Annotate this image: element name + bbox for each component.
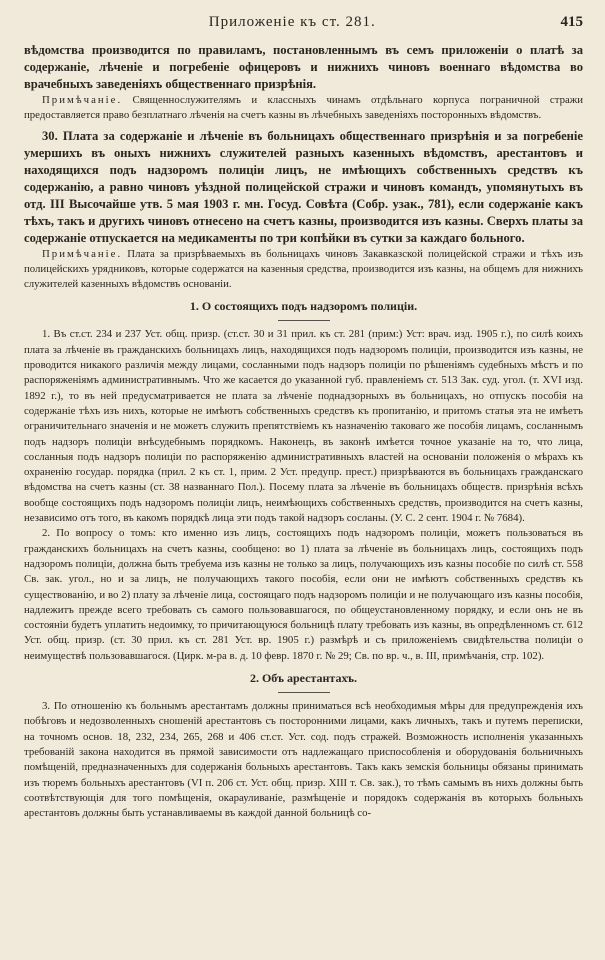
note-text-2: Плата за призрѣваемыхъ въ больницахъ чиновъ Закавказской полицейской стражи и тѣхъ изъ полицейскихъ урядниковъ, которые содержатся на казенныя средства, производится изъ казны, на общемъ для нижнихъ служителей казенныхъ вѣдомствъ основанiи. <box>24 247 583 291</box>
commentary-paragraph-2: 2. По вопросу о томъ: кто именно изъ лицъ, состоящихъ подъ надзоромъ полицiи, можетъ пользоваться въ гражданскихъ больницахъ на счетъ казны, сообщено: во 1) плата за лѣченiе въ больницахъ лицъ, состоящихъ подъ надзоромъ полицiи, должна быть требуема изъ казны не только за лицъ, получающихъ изъ казны пособiе по силѣ ст. 558 Св. зак. угол., но и за лицъ, не получающихъ такого пособiя, если они не имѣютъ собственныхъ средствъ къ существованiю, и во 2) плату за лѣченiе лица, состоящаго подъ надзоромъ полицiи и не получающаго изъ казны пособiя, надлежитъ прежде всего требовать съ самого пользовавшагося, по общеустановленному порядку, и если онъ не въ состоянiи будетъ уплатить недоимку, то причитающуюся больницѣ плату требовать изъ казны, въ опредѣленномъ ст. 612 Уст. общ. призр. (ст. 30 прил. къ ст. 281 Уст. вр. 1905 г.) размѣрѣ и съ приложенiемъ свидѣтельства полицiи о неимуществѣ пользовавшагося. (Цирк. м-ра в. д. 10 февр. 1870 г. № 29; Св. по вр. ч., в. III, примѣчанiя, стр. 102). <box>24 527 583 662</box>
note-paragraph-2 <box>24 247 583 293</box>
section-heading-2: 2. Объ арестантахъ. <box>249 671 358 686</box>
article-30-paragraph: 30. Плата за содержанiе и лѣченiе въ больницахъ общественнаго призрѣнiя и за погребенiе умершихъ въ оныхъ нижнихъ служителей разныхъ казенныхъ вѣдомствъ, арестантовъ и находящихся подъ надзоромъ полицiи лицъ, не имѣющихъ собственныхъ средствъ къ содержанiю, а равно чиновъ уѣздной полицейской стражи и чиновъ командъ, упомянутыхъ въ отд. III Высочайше утв. 5 мая 1903 г. мн. Госуд. Совѣта (Собр. узак., 781), если содержанiе какъ тѣхъ, такъ и другихъ чиновъ отнесено на счетъ казны, производится изъ казны. Сверхъ платы за содержанiе отпускается на медикаменты по три копѣйки въ сутки за каждаго больного. <box>24 128 583 245</box>
note-label-2: Примѣчанiе. <box>42 247 123 260</box>
note-label: Примѣчанiе. <box>42 94 123 106</box>
note-text: Священнослужителямъ и классныхъ чинамъ отдѣльнаго корпуса пограничной стражи предоставляется право безплатнаго лѣченiя на счетъ казны въ лѣчебныхъ заведенiяхъ посторонныхъ вѣдомствъ. <box>24 94 583 122</box>
page-number: 415 <box>560 14 583 30</box>
running-head <box>24 14 583 42</box>
section-divider-1 <box>278 320 330 321</box>
commentary-paragraph-3: 3. По отношенiю къ больнымъ арестантамъ должны приниматься всѣ необходимыя мѣры для предупрежденiя ихъ побѣговъ и недозволенныхъ сношенiй арестантовъ съ посторонними лицами, какъ личныхъ, такъ и путемъ переписки, на точномъ основ. 18, 232, 234, 265, 268 и 406 ст.ст. Уст. сод. подъ стражей. Возможность исполненiя указанныхъ требованiй закона находится въ прямой зависимости отъ надлежащаго приспособленiя и оборудованiя больничныхъ помѣщенiй, предназначенныхъ для содержанiя больныхъ арестантовъ. Такъ какъ земскiя больницы обязаны принимать изъ тюремъ больныхъ арестантовъ (VI п. 206 ст. Уст. общ. призр. XIII т. Св. зак.), то тѣмъ самымъ въ нихъ должны быть соотвѣтствующiя для того помѣщенiя, окарауливанiе, размѣщенiе и порядокъ содержанiя въ которыхъ больныхъ арестантовъ должны быть устанавливаемы въ каждой данной больницѣ со- <box>24 700 583 820</box>
section-divider-2 <box>278 692 330 693</box>
commentary-paragraph-1: 1. Въ ст.ст. 234 и 237 Уст. общ. призр. (ст.ст. 30 и 31 прил. къ ст. 281 (прим:) Уст: врач. изд. 1905 г.), по силѣ коихъ плата за лѣченiе въ гражданскихъ больницахъ лицъ, находящихся подъ надзоромъ полицiи, производится изъ казны, не проводится никакого различiя между лицами, сосланными подъ надзоръ полицiи по рѣшенiямъ судебныхъ мѣстъ и по распоряженiямъ административнымъ. Что же касается до указанной губ. правленiемъ ст. 513 Зак. суд. угол. (т. XVI изд. 1892 г.), то въ ней предусматривается не плата за лѣченiе поднадзорныхъ въ больницахъ, но отпускъ пособiя на содержанiе тѣхъ изъ нихъ, которые не имѣютъ собственныхъ средствъ къ пропитанiю, и притомъ статья эта не имѣетъ ограничительнаго значенiя и не можетъ служить препятствiемъ къ назначенiю таковаго же пособiя лицамъ, сосланнымъ подъ надзоръ полицiи внѣсудебнымъ порядкомъ. Наконецъ, въ законѣ имѣется точное указанiе на то, что лица, сосланныя подъ надзоръ полицiи по распоряженiю административныхъ властей на основанiи положенiя о мѣрахъ къ охраненiю государ. порядка (прил. 2 къ ст. 1, прим. 2 Уст. предупр. прест.) призрѣваются въ больницахъ гражданскаго вѣдомства на счетъ казны (ст. 38 названнаго Пол.). Посему плата за лѣченiе въ больницахъ обществ. призрѣнiя всѣхъ вообще состоящихъ подъ надзоромъ полицiи лицъ, неимѣющихъ собственныхъ средствъ, производится на счетъ казны, независимо отъ того, въ какомъ порядкѣ лица эти подъ такой надзоръ сосланы. (У. С. 2 сент. 1904 г. № 7684). <box>24 328 583 525</box>
running-title: Приложенiе къ ст. 281. <box>208 14 376 30</box>
note-paragraph <box>24 93 583 124</box>
continuation-paragraph: вѣдомства производится по правиламъ, постановленнымъ въ семъ приложенiи о платѣ за содержанiе, лѣченiе и погребенiе офицеровъ и нижнихъ чиновъ военнаго вѣдомства во врачебныхъ заведенiяхъ общественнаго призрѣнiя. <box>24 43 583 91</box>
section-heading-1: 1. О состоящихъ подъ надзоромъ полицiи. <box>189 299 418 314</box>
